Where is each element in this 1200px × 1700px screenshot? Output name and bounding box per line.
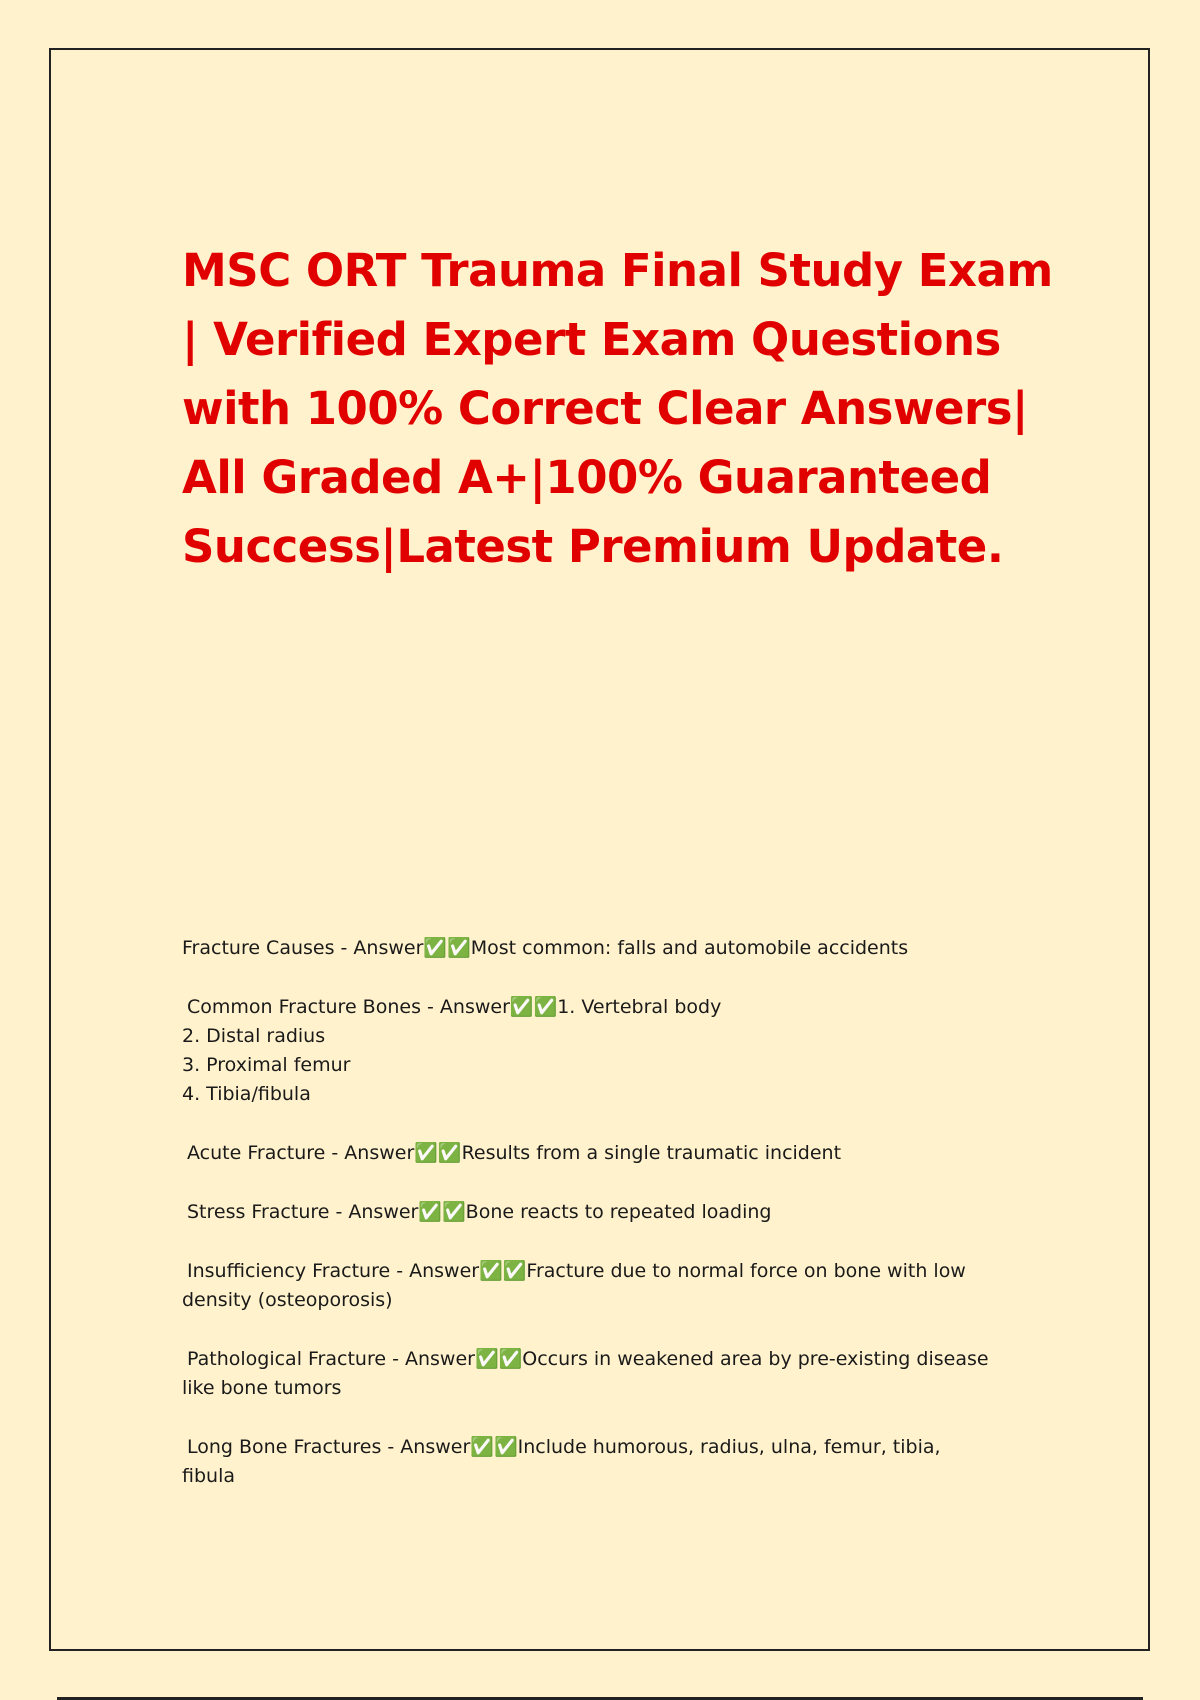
- title-line: Success|Latest Premium Update.: [182, 520, 1004, 573]
- title-line: MSC ORT Trauma Final Study Exam: [182, 244, 1053, 297]
- question-answer-list: [182, 934, 1042, 1521]
- qa-line: 2. Distal radius: [182, 1025, 326, 1047]
- qa-item: [182, 1345, 1042, 1403]
- qa-line: 4. Tibia/fibula: [182, 1083, 311, 1105]
- qa-item: [182, 934, 1042, 963]
- title-line: | Verified Expert Exam Questions: [182, 313, 1001, 366]
- qa-line: 3. Proximal femur: [182, 1054, 351, 1076]
- qa-line: fibula: [182, 1465, 235, 1487]
- qa-line: Pathological Fracture - Answer✅✅Occurs in weakened area by pre-existing disease: [187, 1348, 989, 1370]
- qa-item: [182, 1433, 1042, 1491]
- qa-item: [182, 993, 1042, 1109]
- qa-line: Stress Fracture - Answer✅✅Bone reacts to repeated loading: [187, 1201, 772, 1223]
- qa-item: [182, 1257, 1042, 1315]
- title-line: All Graded A+|100% Guaranteed: [182, 451, 992, 504]
- title-line: with 100% Correct Clear Answers|: [182, 382, 1028, 435]
- qa-line: like bone tumors: [182, 1377, 342, 1399]
- qa-line: Long Bone Fractures - Answer✅✅Include humorous, radius, ulna, femur, tibia,: [187, 1436, 941, 1458]
- qa-line: Common Fracture Bones - Answer✅✅1. Vertebral body: [187, 996, 722, 1018]
- document-title: [182, 236, 1062, 581]
- qa-item: [182, 1198, 1042, 1227]
- qa-item: [182, 1139, 1042, 1168]
- qa-line: Insufficiency Fracture - Answer✅✅Fracture due to normal force on bone with low: [187, 1260, 966, 1282]
- qa-line: Acute Fracture - Answer✅✅Results from a single traumatic incident: [187, 1142, 842, 1164]
- qa-line: density (osteoporosis): [182, 1289, 393, 1311]
- qa-line: Fracture Causes - Answer✅✅Most common: falls and automobile accidents: [182, 937, 909, 959]
